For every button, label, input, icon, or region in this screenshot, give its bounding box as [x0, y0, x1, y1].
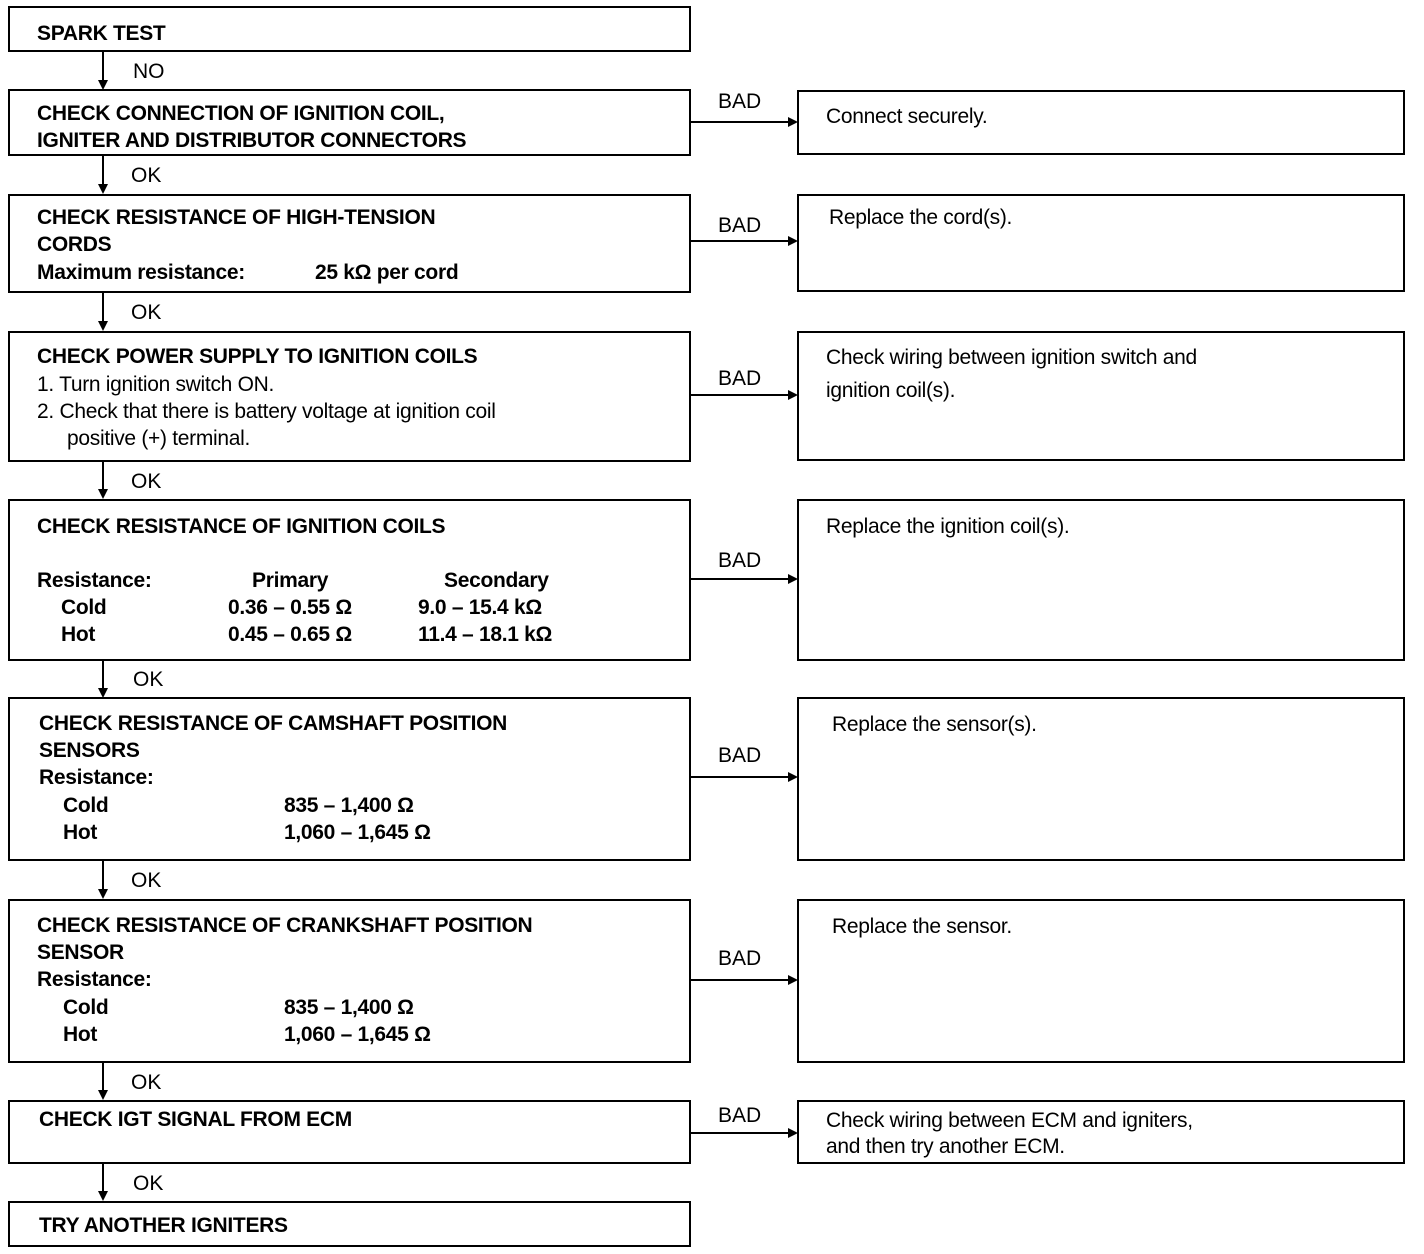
- flow-line: [690, 776, 790, 778]
- flow-line: [102, 462, 104, 490]
- flow-label-bad: BAD: [718, 367, 762, 390]
- flow-line: [102, 1063, 104, 1091]
- action-box: [797, 899, 1405, 1063]
- action-box: [797, 331, 1405, 461]
- step-title: CHECK CONNECTION OF IGNITION COIL,: [37, 102, 445, 125]
- action-box: [797, 697, 1405, 861]
- spec-value: 25 kΩ per cord: [315, 261, 459, 284]
- flow-line: [690, 121, 790, 123]
- action-text: Replace the sensor(s).: [832, 713, 1037, 736]
- action-text: Replace the sensor.: [832, 915, 1012, 938]
- step-high-tension-cords: [8, 194, 691, 293]
- row-name: Hot: [63, 1023, 98, 1046]
- row-value: 835 – 1,400 Ω: [284, 996, 414, 1019]
- flow-label-no: NO: [133, 60, 165, 83]
- arrow-down-icon: [98, 321, 108, 331]
- step-title: SENSORS: [39, 739, 140, 762]
- secondary-value: 11.4 – 18.1 kΩ: [418, 623, 553, 646]
- step-instruction: 1. Turn ignition switch ON.: [37, 373, 274, 396]
- action-box: [797, 1100, 1405, 1164]
- row-name: Cold: [63, 996, 109, 1019]
- flow-line: [690, 394, 790, 396]
- row-name: Hot: [61, 623, 96, 646]
- flow-label-ok: OK: [131, 470, 162, 493]
- row-value: 1,060 – 1,645 Ω: [284, 821, 431, 844]
- step-title: TRY ANOTHER IGNITERS: [39, 1214, 288, 1237]
- flow-label-bad: BAD: [718, 1104, 762, 1127]
- flow-label-bad: BAD: [718, 90, 762, 113]
- flow-line: [102, 293, 104, 321]
- action-text: Check wiring between ECM and igniters,: [826, 1109, 1193, 1132]
- step-crankshaft-sensor: [8, 899, 691, 1063]
- arrow-down-icon: [98, 184, 108, 194]
- flow-line: [102, 156, 104, 184]
- step-power-supply: [8, 331, 691, 462]
- arrow-down-icon: [98, 1090, 108, 1100]
- flow-line: [690, 1132, 790, 1134]
- step-title: IGNITER AND DISTRIBUTOR CONNECTORS: [37, 129, 467, 152]
- table-label: Resistance:: [37, 569, 152, 592]
- flow-label-ok: OK: [131, 301, 162, 324]
- action-text: Replace the cord(s).: [829, 206, 1013, 229]
- flow-line: [690, 979, 790, 981]
- step-igt-signal: [8, 1100, 691, 1164]
- flow-line: [102, 52, 104, 82]
- flow-label-ok: OK: [131, 164, 162, 187]
- step-title: CHECK RESISTANCE OF HIGH-TENSION: [37, 206, 436, 229]
- step-camshaft-sensors: [8, 697, 691, 861]
- step-title: CORDS: [37, 233, 112, 256]
- flow-label-ok: OK: [131, 1071, 162, 1094]
- column-header: Primary: [252, 569, 329, 592]
- flow-label-bad: BAD: [718, 744, 762, 767]
- flow-line: [102, 861, 104, 889]
- action-box: [797, 194, 1405, 292]
- step-check-connection: [8, 89, 691, 156]
- flow-line: [690, 578, 790, 580]
- primary-value: 0.45 – 0.65 Ω: [228, 623, 352, 646]
- row-name: Hot: [63, 821, 98, 844]
- flow-label-ok: OK: [133, 668, 164, 691]
- action-text: ignition coil(s).: [826, 379, 956, 402]
- flow-line: [690, 240, 790, 242]
- action-box: [797, 499, 1405, 661]
- flow-label-ok: OK: [133, 1172, 164, 1195]
- step-title: SPARK TEST: [37, 22, 166, 45]
- step-spark-test: [8, 6, 691, 52]
- flow-line: [102, 1164, 104, 1192]
- step-ignition-coils: [8, 499, 691, 661]
- action-box: [797, 90, 1405, 155]
- flow-label-bad: BAD: [718, 214, 762, 237]
- column-header: Secondary: [444, 569, 549, 592]
- row-name: Cold: [61, 596, 107, 619]
- step-title: CHECK RESISTANCE OF IGNITION COILS: [37, 515, 446, 538]
- action-text: Replace the ignition coil(s).: [826, 515, 1070, 538]
- step-instruction: positive (+) terminal.: [67, 427, 251, 450]
- primary-value: 0.36 – 0.55 Ω: [228, 596, 352, 619]
- step-title: CHECK POWER SUPPLY TO IGNITION COILS: [37, 345, 478, 368]
- step-title: SENSOR: [37, 941, 124, 964]
- flow-label-bad: BAD: [718, 549, 762, 572]
- arrow-down-icon: [98, 489, 108, 499]
- flow-label-bad: BAD: [718, 947, 762, 970]
- arrow-down-icon: [98, 1191, 108, 1201]
- step-instruction: 2. Check that there is battery voltage at ignition coil: [37, 400, 496, 423]
- spec-label: Maximum resistance:: [37, 261, 245, 284]
- flow-line: [102, 661, 104, 689]
- table-label: Resistance:: [37, 968, 152, 991]
- step-try-another-igniters: [8, 1201, 691, 1247]
- table-label: Resistance:: [39, 766, 154, 789]
- arrow-down-icon: [98, 889, 108, 899]
- row-value: 835 – 1,400 Ω: [284, 794, 414, 817]
- row-value: 1,060 – 1,645 Ω: [284, 1023, 431, 1046]
- step-title: CHECK IGT SIGNAL FROM ECM: [39, 1108, 352, 1131]
- action-text: Check wiring between ignition switch and: [826, 346, 1197, 369]
- step-title: CHECK RESISTANCE OF CAMSHAFT POSITION: [39, 712, 508, 735]
- flow-label-ok: OK: [131, 869, 162, 892]
- secondary-value: 9.0 – 15.4 kΩ: [418, 596, 542, 619]
- action-text: and then try another ECM.: [826, 1135, 1065, 1158]
- step-title: CHECK RESISTANCE OF CRANKSHAFT POSITION: [37, 914, 533, 937]
- row-name: Cold: [63, 794, 109, 817]
- action-text: Connect securely.: [826, 105, 988, 128]
